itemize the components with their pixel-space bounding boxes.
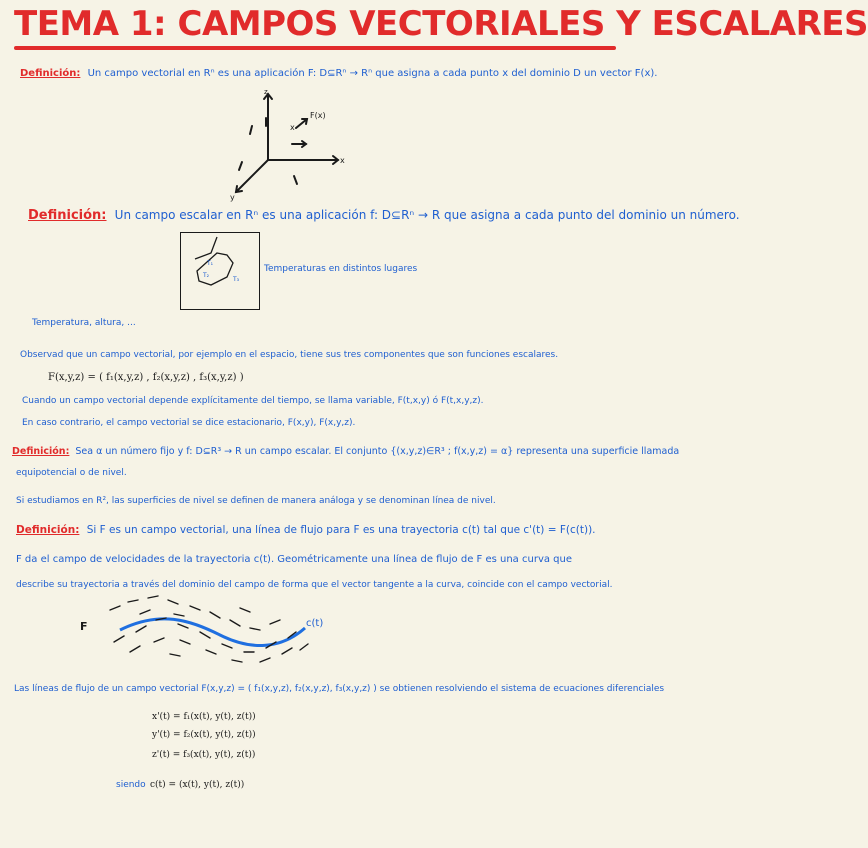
equation-z: z'(t) = f₃(x(t), y(t), z(t))	[152, 750, 256, 760]
definition-text-3: Si estudiamos en R², las superficies de nivel se definen de manera análoga y se denominan línea de nivel.	[16, 496, 496, 506]
flow-lines-text: Las líneas de flujo de un campo vectorial F(x,y,z) = ( f₁(x,y,z), f₂(x,y,z), f₃(x,y,z) ) se obtienen resolviendo el sistema de ecuaciones diferenciales	[14, 684, 665, 694]
component-formula: F(x,y,z) = ( f₁(x,y,z) , f₂(x,y,z) , f₃(x,y,z) )	[48, 372, 244, 383]
point-label: x	[290, 123, 295, 132]
flow-curve	[120, 619, 305, 646]
definition-flow-line	[16, 524, 596, 536]
definition-text: Un campo vectorial en Rⁿ es una aplicación F: D⊆Rⁿ → Rⁿ que asigna a cada punto x del dominio D un vector F(x).	[87, 68, 658, 79]
map-outline	[181, 233, 259, 309]
equation-x: x'(t) = f₁(x(t), y(t), z(t))	[152, 712, 256, 722]
equation-y: y'(t) = f₂(x(t), y(t), z(t))	[152, 730, 256, 740]
definition-text-2: equipotencial o de nivel.	[16, 468, 127, 478]
definition-label: Definición:	[20, 68, 81, 79]
definition-label: Definición:	[28, 208, 107, 223]
definition-text: Un campo escalar en Rⁿ es una aplicación f: D⊆Rⁿ → R que asigna a cada punto del dominio un número.	[114, 208, 740, 222]
observation-line-3: En caso contrario, el campo vectorial se dice estacionario, F(x,y), F(x,y,z).	[22, 418, 356, 428]
map-caption: Temperaturas en distintos lugares	[264, 264, 418, 274]
observation-line-1: Observad que un campo vectorial, por ejemplo en el espacio, tiene sus tres componentes que son funciones escalares.	[20, 350, 559, 360]
definition-label: Definición:	[12, 446, 70, 457]
curve-label: c(t)	[306, 618, 324, 629]
title-underline	[14, 46, 616, 50]
definition-text-1: Sea α un número fijo y f: D⊆R³ → R un campo escalar. El conjunto {(x,y,z)∈R³ ; f(x,y,z) = α} representa una superficie llamada	[75, 446, 680, 457]
fx-label: F(x)	[310, 111, 326, 120]
definition-vector-field	[20, 68, 657, 79]
definition-level-surface	[12, 446, 679, 457]
definition-text-3: describe su trayectoria a través del dominio del campo de forma que el vector tangente a la curva, coincide con el campo vectorial.	[16, 580, 613, 590]
t1-label: T₁	[207, 260, 214, 267]
siendo-label: siendo	[116, 780, 146, 790]
definition-text-2: F da el campo de velocidades de la trayectoria c(t). Geométricamente una línea de flujo de F es una curva que	[16, 554, 573, 565]
vector-field-figure	[220, 86, 360, 206]
page-title: TEMA 1: CAMPOS VECTORIALES Y ESCALARES	[14, 4, 868, 44]
field-label: F	[80, 620, 88, 633]
t3-label: T₃	[233, 276, 240, 283]
map-figure	[180, 232, 260, 310]
flow-field-figure	[70, 590, 350, 670]
observation-line-2: Cuando un campo vectorial depende explícitamente del tiempo, se llama variable, F(t,x,y) ó F(t,x,y,z).	[22, 396, 484, 406]
curve-definition: c(t) = (x(t), y(t), z(t))	[150, 780, 245, 790]
z-axis-label: z	[264, 88, 268, 96]
x-axis-label: x	[340, 156, 345, 165]
definition-scalar-field	[28, 208, 740, 223]
definition-text-1: Si F es un campo vectorial, una línea de flujo para F es una trayectoria c(t) tal que c'(t) = F(c(t)).	[86, 524, 596, 536]
definition-label: Definición:	[16, 524, 80, 536]
y-axis-label: y	[230, 193, 235, 202]
examples-text: Temperatura, altura, ...	[32, 318, 136, 328]
t2-label: T₂	[203, 272, 210, 279]
